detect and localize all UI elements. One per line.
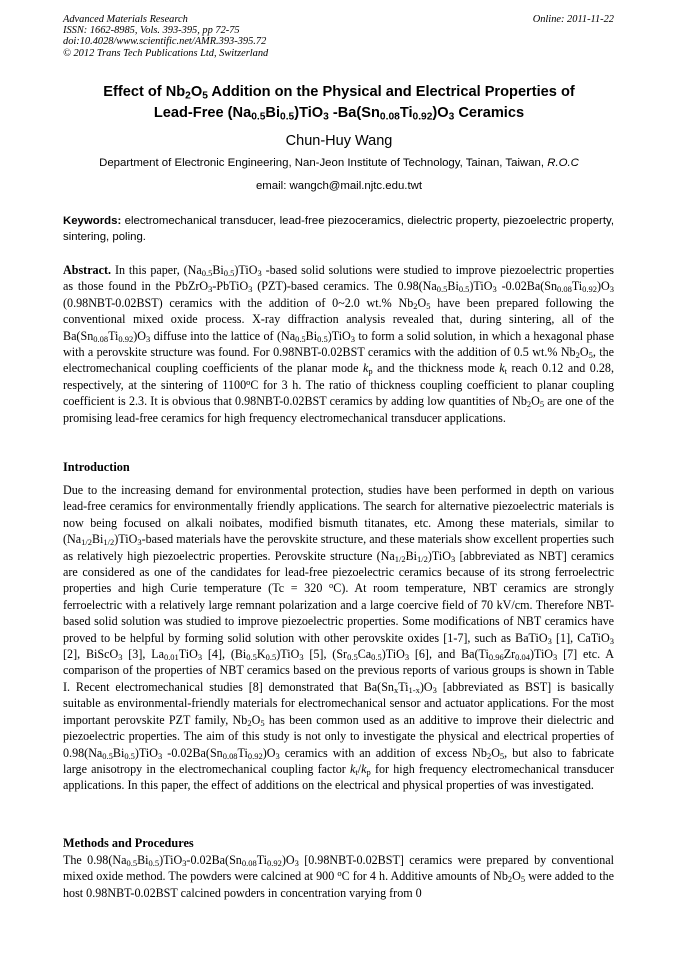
title-line-1: Effect of $Nb_2O_5$ Addition on the Physical and Electrical Properties of bbox=[103, 84, 575, 102]
journal-doi: doi:10.4028/www.scientific.net/AMR.393-395.72 bbox=[63, 36, 267, 48]
title-line-2: Lead-Free $(Na_{0.5}Bi_{0.5})TiO_3$ $-Ba(Sn_{0.08}Ti_{0.92})O_3$ Ceramics bbox=[153, 105, 525, 123]
introduction-heading: Introduction bbox=[63, 460, 130, 474]
methods-heading: Methods and Procedures bbox=[63, 836, 194, 850]
journal-copyright: © 2012 Trans Tech Publications Ltd, Switzerland bbox=[63, 47, 269, 59]
author-name: Chun-Huy Wang bbox=[285, 133, 393, 149]
keywords-text: electromechanical transducer, lead-free piezoceramics, dielectric property, piezoelectric property, sintering, poling. bbox=[63, 215, 614, 243]
methods-text: The $0.98(Na_{0.5}Bi_{0.5})TiO_3-0.02Ba(Sn_{0.08}Ti_{0.92})O_3$ [0.98NBT-0.02BST] ceramics were prepared by conventional mixed oxide method. The powders were calcined at 900 $^o$C for 4 h. Additive amounts of $Nb_2O_5$ were added to the host 0.98NBT-0.02BST calcined powders in concentration varying from 0 bbox=[63, 853, 614, 900]
author-email: email: wangch@mail.njtc.edu.twt bbox=[255, 180, 423, 192]
affiliation: Department of Electronic Engineering, Nan-Jeon Institute of Technology, Tainan, Taiwan, R.O.C bbox=[99, 157, 579, 169]
keywords bbox=[63, 213, 614, 245]
abstract-label: Abstract. bbox=[63, 263, 112, 277]
abstract: Abstract. In this paper, $(Na_{0.5}Bi_{0.5})TiO_3$ -based solid solutions were studied to improve piezoelectric properties as those found in the PbZrO$_3$-PbTiO$_3$ (PZT)-based ceramics. The $0.98(Na_{0.5}Bi_{0.5})TiO_3$ $-0.02Ba(Sn_{0.08}Ti_{0.92})O_3$ (0.98NBT-0.02BST) ceramics with the addition of 0~2.0 wt.% $Nb_2O_5$ have been prepared following the conventional mixed oxide process. X-ray diffraction analysis revealed that, during sintering, all of the $Ba(Sn_{0.08}Ti_{0.92})O_3$ diffuse into the lattice of $(Na_{0.5}Bi_{0.5})TiO_3$ to form a solid solution, in which a hexagonal phase with a perovskite structure was found. For 0.98NBT-0.02BST ceramics with the addition of 0.5 wt.% $Nb_2O_5$, the electromechanical coupling coefficients of the planar mode $k_p$ and the thickness mode $k_t$ reach 0.12 and 0.28, respectively, at the sintering of 1100$^o$C for 3 h. The ratio of thickness coupling coefficient to planar coupling coefficient is 2.3. It is obvious that 0.98NBT-0.02BST ceramics by adding low quantities of $Nb_2O_5$ are one of the promising lead-free ceramics for high frequency electromechanical transducer applications. bbox=[63, 263, 614, 425]
journal-issn: ISSN: 1662-8985, Vols. 393-395, pp 72-75 bbox=[63, 25, 240, 37]
journal-header bbox=[63, 14, 268, 59]
journal-name: Advanced Materials Research bbox=[63, 14, 188, 25]
introduction-text: Due to the increasing demand for environmental protection, studies have been performed in depth on various lead-free ceramics for environmentally friendly applications. The search for alternative piezoelectric materials is now being focused on alkali noibates, modified bismuth titanates, etc. Among these materials, similar to $(Na_{1/2}Bi_{1/2})TiO_3$-based materials have the perovskite structure, and these materials show excellent properties such as relatively high piezoelectric properties. Perovskite structure $(Na_{1/2}Bi_{1/2})TiO_3$ [abbreviated as NBT] ceramics are considered as one of the candidates for lead-free piezoelectric ceramics because of its strong ferroelectric properties and high Curie temperature (Tc = 320 $^o$C). At room temperature, NBT ceramics are strongly ferroelectric with a relatively large remnant polarization and a large coercive field of 70 kV/cm. Therefore NBT-based solid solution was studied to improve piezoelectric properties. Some modifications of NBT ceramics have proved to be helpful by forming solid solution with other perovskite oxides [1-7], such as BaTiO$_3$ [1], CaTiO$_3$ [2], BiScO$_3$ [3], $La_{0.01}TiO_3$ [4], $(Bi_{0.5}K_{0.5})TiO_3$ [5], $(Sr_{0.5}Ca_{0.5})TiO_3$ [6], and $Ba(Ti_{0.96}Zr_{0.04})TiO_3$ [7] etc. A comparison of the properties of NBT ceramics based on the previous reports of various groups is shown in Table I. Recent electromechanical studies [8] demonstrated that $Ba(Sn_xTi_{1-x})O_3$ [abbreviated as BST] is basically suitable as environmental-friendly materials for electromechanical sensor and actuator applications. For the most important perovskite PZT family, $Nb_2O_5$ has been common used as an additive to improve their dielectric and piezoelectric properties. The aim of this study is not only to investigate the physical and electrical properties of $0.98(Na_{0.5}Bi_{0.5})TiO_3$ $-0.02Ba(Sn_{0.08}Ti_{0.92})O_3$ ceramics with an addition of excess $Nb_2O_5$, but also to fabricate large anisotropy in the electromechanical coupling factor $k_t/k_p$ for high frequency electromechanical transducer applications. In this paper, the effect of additions on the electrical and physical properties of was investigated. bbox=[63, 483, 615, 793]
online-date: Online: 2011-11-22 bbox=[532, 14, 614, 25]
keywords-label: Keywords: bbox=[63, 215, 122, 227]
paper-title bbox=[40, 82, 638, 124]
